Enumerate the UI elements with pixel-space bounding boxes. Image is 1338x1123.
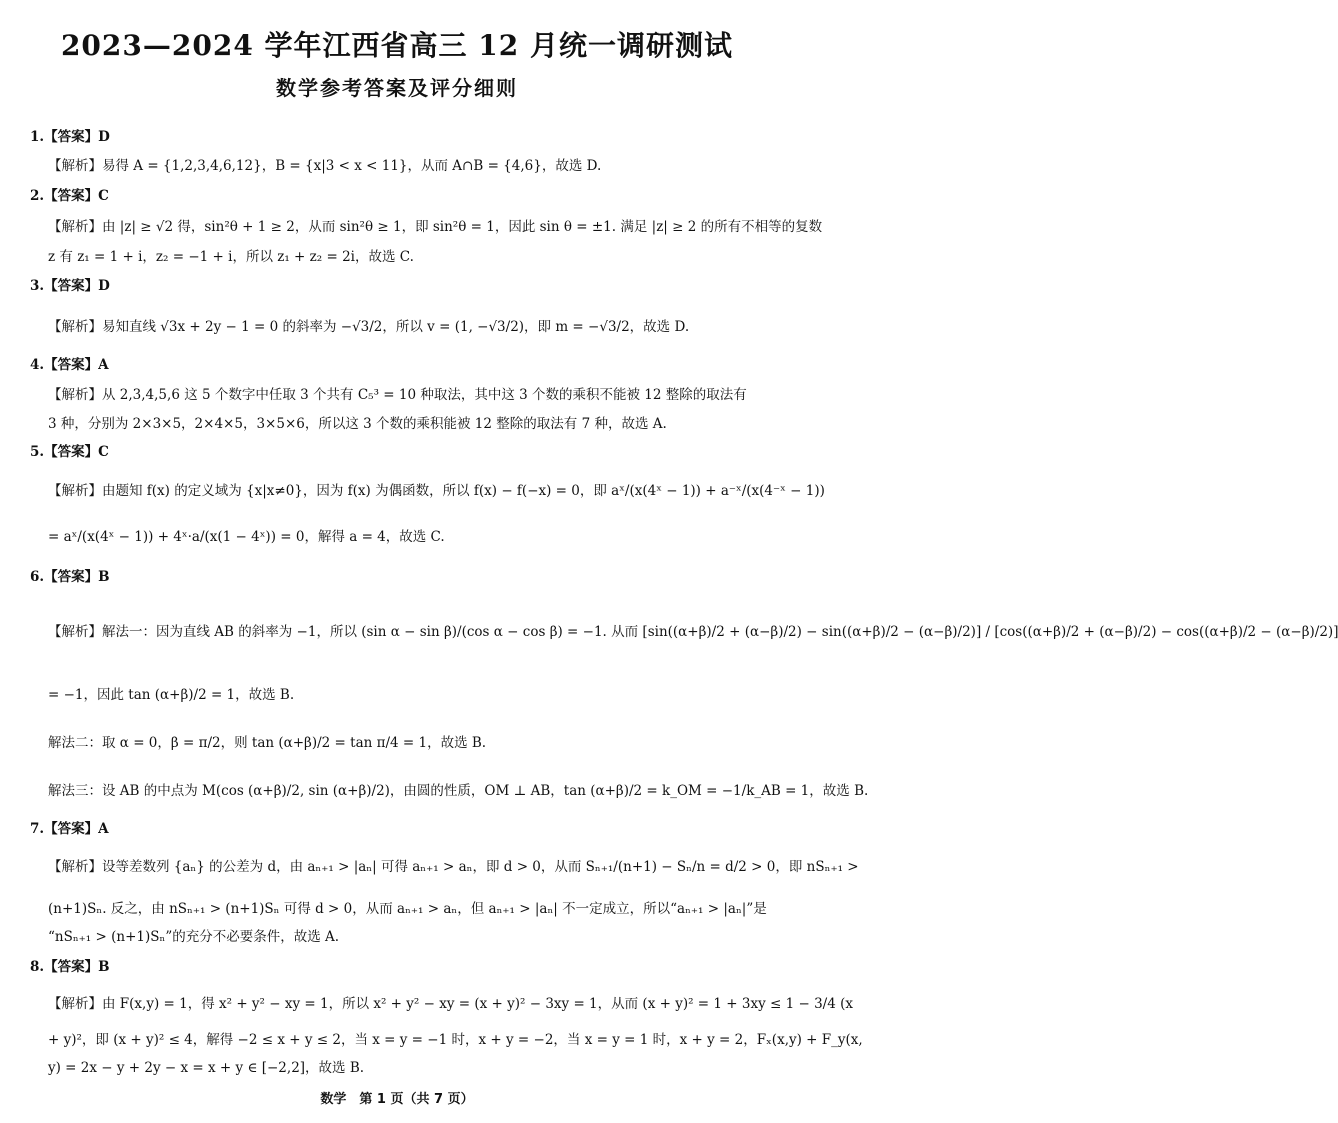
answer-1: 1.【答案】D	[30, 129, 110, 145]
explanation-5-line-1: 【解析】由题知 f(x) 的定义域为 {x|x≠0}，因为 f(x) 为偶函数，所以 f(x) − f(−x) = 0，即 aˣ/(x(4ˣ − 1)) + a⁻ˣ/(x(4⁻ˣ − 1))	[48, 483, 825, 499]
page-footer: 数学 第 1 页（共 7 页）	[320, 1092, 474, 1107]
explanation-6-line-3: 解法二：取 α = 0，β = π/2，则 tan (α+β)/2 = tan π/4 = 1，故选 B.	[48, 735, 487, 751]
explanation-5-line-2: = aˣ/(x(4ˣ − 1)) + 4ˣ·a/(x(1 − 4ˣ)) = 0，解得 a = 4，故选 C.	[48, 529, 445, 545]
explanation-1-line-1: 【解析】易得 A = {1,2,3,4,6,12}，B = {x|3 < x < 11}，从而 A∩B = {4,6}，故选 D.	[48, 158, 602, 174]
explanation-7-line-2: (n+1)Sₙ. 反之，由 nSₙ₊₁ > (n+1)Sₙ 可得 d > 0，从而 aₙ₊₁ > aₙ，但 aₙ₊₁ > |aₙ| 不一定成立，所以“aₙ₊₁ > |aₙ|”是	[48, 901, 767, 917]
answer-7: 7.【答案】A	[30, 821, 109, 837]
explanation-6-line-2: = −1，因此 tan (α+β)/2 = 1，故选 B.	[48, 687, 295, 703]
explanation-8-line-1: 【解析】由 F(x,y) = 1，得 x² + y² − xy = 1，所以 x² + y² − xy = (x + y)² − 3xy = 1，从而 (x + y)² = 1 + 3xy ≤ 1 − 3/4 (x	[48, 996, 853, 1012]
explanation-7-line-3: “nSₙ₊₁ > (n+1)Sₙ”的充分不必要条件，故选 A.	[48, 929, 340, 945]
explanation-2-line-1: 【解析】由 |z| ≥ √2 得，sin²θ + 1 ≥ 2，从而 sin²θ ≥ 1，即 sin²θ = 1，因此 sin θ = ±1. 满足 |z| ≥ 2 的所有不相等的复数	[48, 219, 823, 235]
answer-6: 6.【答案】B	[30, 569, 110, 585]
explanation-7-line-1: 【解析】设等差数列 {aₙ} 的公差为 d，由 aₙ₊₁ > |aₙ| 可得 aₙ₊₁ > aₙ，即 d > 0，从而 Sₙ₊₁/(n+1) − Sₙ/n = d/2 > 0，即 nSₙ₊₁ >	[48, 859, 859, 875]
answer-3: 3.【答案】D	[30, 278, 110, 294]
explanation-3-line-1: 【解析】易知直线 √3x + 2y − 1 = 0 的斜率为 −√3/2，所以 v = (1, −√3/2)，即 m = −√3/2，故选 D.	[48, 319, 690, 335]
page-title: 2023—2024 学年江西省高三 12 月统一调研测试	[60, 29, 734, 62]
page-subtitle: 数学参考答案及评分细则	[276, 76, 518, 100]
answer-8: 8.【答案】B	[30, 959, 110, 975]
explanation-6-line-1: 【解析】解法一：因为直线 AB 的斜率为 −1，所以 (sin α − sin β)/(cos α − cos β) = −1. 从而 [sin((α+β)/2 + (α−β)/2) − sin((α+β)/2 − (α−β)/2)] / [cos((α+β)/2 + (α−β)/2) − cos((α+β)/2 − (α−β)/2)]	[48, 624, 1338, 640]
explanation-2-line-2: z 有 z₁ = 1 + i，z₂ = −1 + i，所以 z₁ + z₂ = 2i，故选 C.	[48, 249, 414, 265]
answer-2: 2.【答案】C	[30, 188, 109, 204]
answer-5: 5.【答案】C	[30, 444, 109, 460]
explanation-4-line-2: 3 种，分别为 2×3×5，2×4×5，3×5×6，所以这 3 个数的乘积能被 12 整除的取法有 7 种，故选 A.	[48, 416, 667, 432]
explanation-8-line-2: + y)²，即 (x + y)² ≤ 4，解得 −2 ≤ x + y ≤ 2，当 x = y = −1 时，x + y = −2，当 x = y = 1 时，x + y = 2，Fₓ(x,y) + F_y(x,	[48, 1032, 863, 1048]
explanation-8-line-3: y) = 2x − y + 2y − x = x + y ∈ [−2,2]，故选 B.	[48, 1060, 365, 1076]
explanation-4-line-1: 【解析】从 2,3,4,5,6 这 5 个数字中任取 3 个共有 C₅³ = 10 种取法，其中这 3 个数的乘积不能被 12 整除的取法有	[48, 387, 747, 403]
answer-4: 4.【答案】A	[30, 357, 109, 373]
explanation-6-line-4: 解法三：设 AB 的中点为 M(cos (α+β)/2, sin (α+β)/2)，由圆的性质，OM ⊥ AB，tan (α+β)/2 = k_OM = −1/k_AB = 1，故选 B.	[48, 783, 869, 799]
